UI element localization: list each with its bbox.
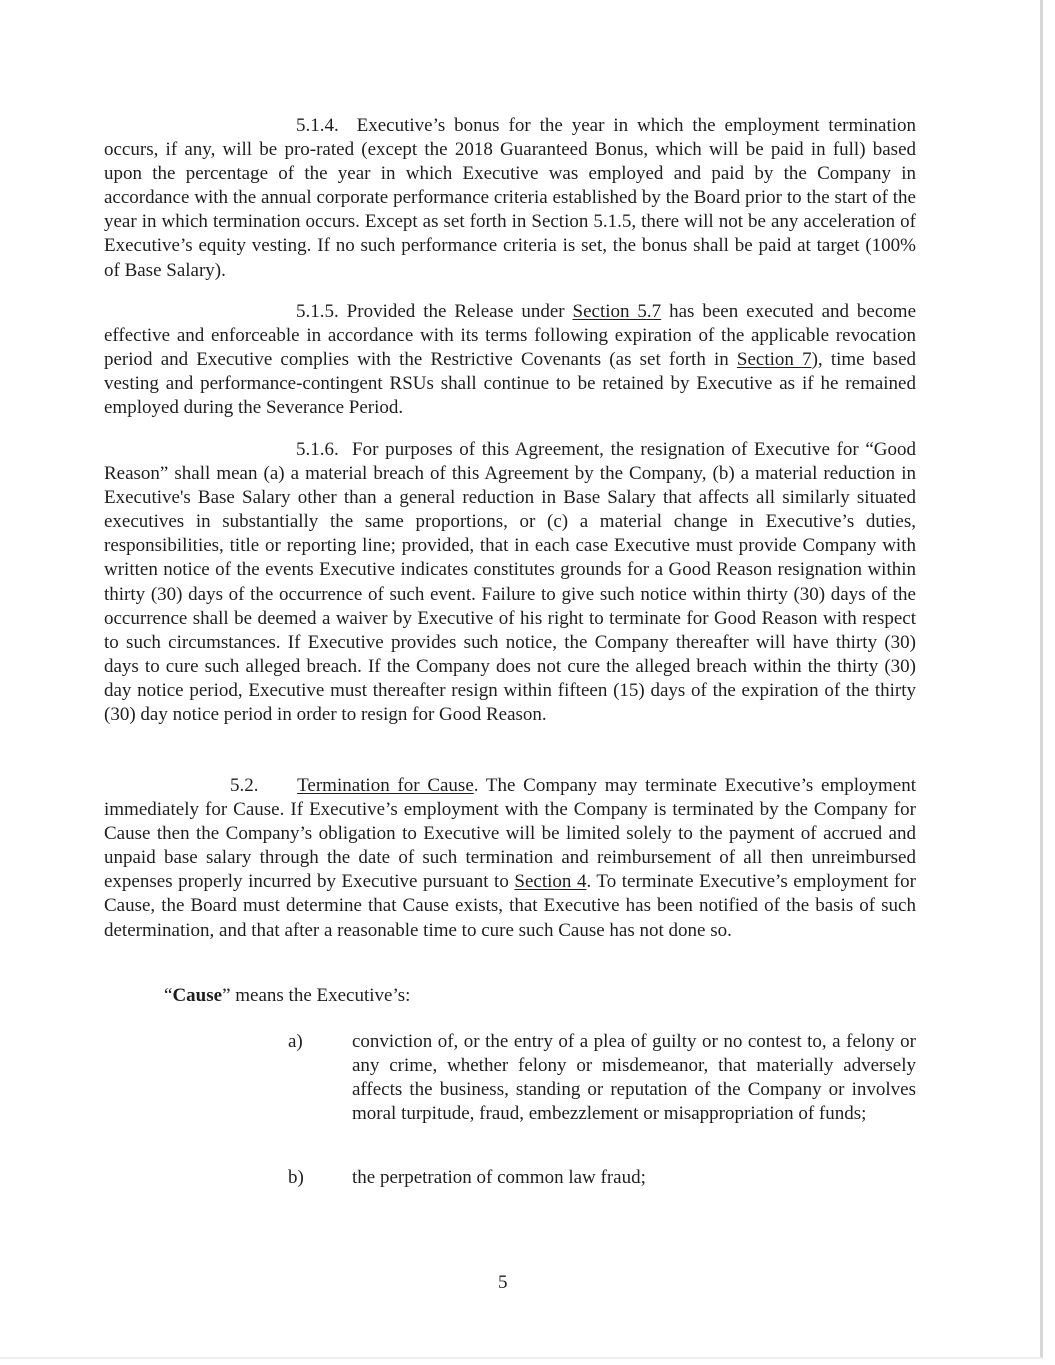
section-4-link[interactable]: Section 4 — [514, 871, 587, 893]
section-number: 5.1.5. — [296, 301, 339, 322]
section-number: 5.1.6. — [296, 439, 339, 460]
section-text: has been executed and become effective and enforceable in accordance with its terms following expiration of the applicable revocation period and Executive complies with the Restrictive Covenants (as set forth in — [104, 301, 917, 371]
list-text: the perpetration of common law fraud; — [352, 1167, 646, 1188]
section-number: 5.1.4. — [296, 115, 339, 136]
section-text: . The Company may terminate Executive’s employment immediately for Cause. If Executive’s employment with the Company is terminated by the Company for Cause then the Company’s obligation to Executive will be limited solely to the payment of accrued and unpaid base salary through the date of such termination and reimbursement of all then unreimbursed expenses properly incurred by Executive pursuant to — [104, 775, 916, 893]
cause-definition-intro — [164, 984, 410, 1008]
section-text: . To terminate Executive’s employment for Cause, the Board must determine that Cause exists, that Executive has been notified of the basis of such determination, and that after a reasonable time to cure such Cause has not done so. — [104, 871, 916, 941]
section-text: Executive’s bonus for the year in which the employment termination occurs, if any, will be pro-rated (except the 2018 Guaranteed Bonus, which will be paid in full) based upon the percentage of the year in which Executive was employed and paid by the Company in accordance with the annual corporate performance criteria established by the Board prior to the start of the year in which termination occurs. Except as set forth in Section 5.1.5, there will not be any acceleration of Executive’s equity vesting. If no such performance criteria is set, the bonus shall be paid at target (100% of Base Salary). — [104, 115, 917, 281]
page-edge-bottom — [0, 1357, 1042, 1359]
page-number: 5 — [498, 1272, 508, 1293]
defined-term: Cause — [172, 985, 223, 1006]
open-quote: “ — [164, 985, 173, 1006]
list-text: conviction of, or the entry of a plea of guilty or no contest to, a felony or any crime, whether felony or misdemeanor, that materially adversely affects the business, standing or reputation of the Company or involves moral turpitude, fraud, embezzlement or misappropriation of funds; — [352, 1031, 916, 1125]
section-5-7-link[interactable]: Section 5.7 — [572, 301, 662, 322]
section-5-2 — [104, 774, 916, 943]
section-5-1-4 — [104, 114, 916, 283]
cause-list-item — [288, 1030, 916, 1126]
section-5-1-5 — [104, 300, 916, 420]
section-heading: Termination for Cause — [297, 775, 474, 796]
page-edge-right — [1040, 0, 1043, 1358]
section-5-1-6 — [104, 438, 916, 727]
list-label: b) — [288, 1167, 304, 1188]
section-number: 5.2. — [230, 775, 259, 796]
section-text: Provided the Release under — [346, 301, 573, 322]
cause-list-item — [288, 1166, 916, 1190]
section-text: For purposes of this Agreement, the resignation of Executive for “Good Reason” shall mean (a) a material breach of this Agreement by the Company, (b) a material reduction in Executive's Base Salary other than a general reduction in Base Salary that affects all similarly situated executives in substantially the same proportions, or (c) a material change in Executive’s duties, responsibilities, title or reporting line; provided, that in each case Executive must provide Company with written notice of the events Executive indicates constitutes grounds for a Good Reason resignation within thirty (30) days of the occurrence of such event. Failure to give such notice within thirty (30) days of the occurrence shall be deemed a waiver by Executive of his right to terminate for Good Reason with respect to such circumstances. If Executive provides such notice, the Company thereafter will have thirty (30) days to cure such alleged breach. If the Company does not cure the alleged breach within the thirty (30) day notice period, Executive must thereafter resign within fifteen (15) days of the expiration of the thirty (30) day notice period in order to resign for Good Reason. — [104, 439, 916, 726]
definition-lead-in: ” means the Executive’s: — [222, 985, 411, 1006]
section-text: ), time based vesting and performance-contingent RSUs shall continue to be retained by Executive as if he remained employed during the Severance Period. — [104, 349, 917, 419]
list-label: a) — [288, 1031, 303, 1052]
section-7-link[interactable]: Section 7 — [736, 349, 812, 371]
